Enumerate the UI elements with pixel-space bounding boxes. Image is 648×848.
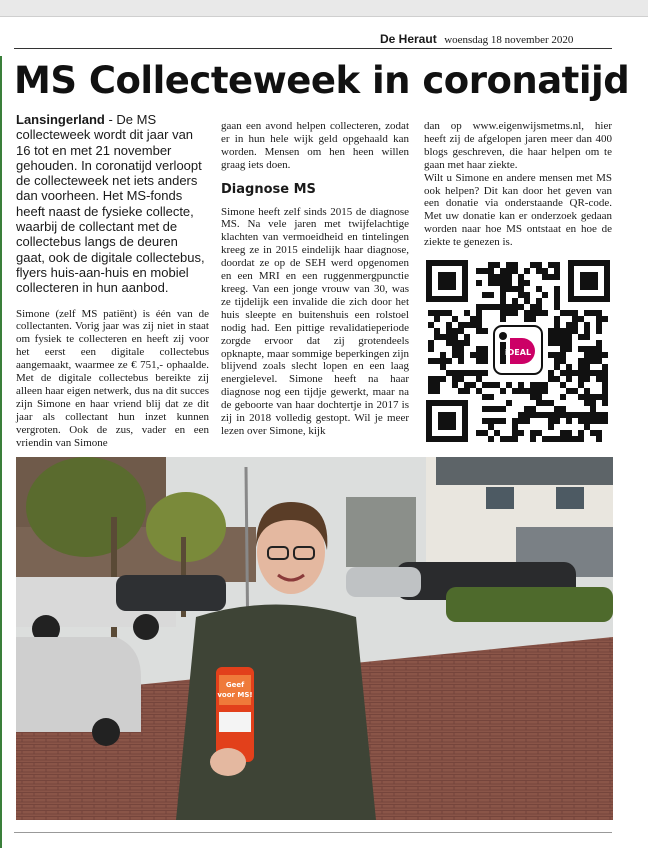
can-label-line2: voor MS! bbox=[217, 691, 253, 699]
column-2-top: gaan een avond helpen collecteren, zodat er in hun hele wijk geld opgehaald kan worden. Mensen om hen heen willen graag iets doen. bbox=[221, 120, 409, 171]
article-headline: MS Collecteweek in coronatijd bbox=[14, 59, 630, 102]
article-intro bbox=[16, 112, 209, 296]
column-3-paragraph-2: Wilt u Simone en andere mensen met MS ook helpen? Dit kan door het geven van een donatie via onderstaande QR-code. Met uw donatie kan er onderzoek gedaan worden naar hoe MS ontstaat en hoe de ziekte te genezen is. bbox=[424, 171, 612, 249]
intro-place: Lansingerland bbox=[16, 112, 105, 127]
issue-date: woensdag 18 november 2020 bbox=[444, 34, 574, 46]
photo-hedge bbox=[446, 587, 613, 622]
header-rule bbox=[14, 48, 612, 49]
column-1-body: Simone (zelf MS patiënt) is één van de collectanten. Vorig jaar was zij niet in staat om fysiek te collecteren en heeft zij voor het eerst een digitale collectebus aangemaakt, waarmee ze € 751,- ophaalde. Met de digitale collectebus bereikte zij alleen haar eigen netwerk, dus na dit succes zijn Simone en haar vriend blij dat ze dit jaar als collectant hun inzet kunnen vergroten. Ook de zus, vader en een vriendin van Simone bbox=[16, 307, 209, 449]
browser-top-strip bbox=[0, 0, 648, 16]
article-column-1 bbox=[16, 112, 209, 450]
qr-finder-top-right bbox=[568, 260, 610, 302]
can-label-line1: Geef bbox=[225, 681, 245, 689]
qr-finder-bottom-left bbox=[426, 400, 468, 442]
article-column-2 bbox=[221, 120, 409, 438]
page-header bbox=[380, 32, 573, 46]
intro-text: - De MS collecteweek wordt dit jaar van 16 tot en met 21 november gehouden. In coronatijd verloopt de collecteweek net iets anders dan voorheen. Het MS-fonds heeft naast de fysieke collecte, waarbij de collectant met de collectebus langs de deuren gaat, ook de digitale collectebus, flyers huis-aan-huis en mobiel collecteren in hun aanbod. bbox=[16, 112, 205, 296]
article-photo bbox=[16, 457, 613, 820]
footer-rule bbox=[14, 832, 612, 833]
column-2-body: Simone heeft zelf sinds 2015 de diagnose MS. Na vele jaren met twijfelachtige klachten van vermoeidheid en tintelingen kreeg ze in 2015 eindelijk haar diagnose, doordat ze op de SEH werd opgenomen en een MRI en een ruggenmergpunctie kreeg. Van een jonge vrouw van 30, was ze tijdelijk een invalide die zich door het huis sleepte en buitenshuis een rolstoel nodig had. Een pittige revalidatieperiode zorgde ervoor dat zij grotendeels opknapte, maar sommige beperkingen zijn blijvend zoals slecht lopen en een laag energielevel. Simone heeft na haar diagnose nog een tijdje gewerkt, maar na de geboorte van haar dochtertje in 2017 is zij in 2018 volledig gestopt. Wil je meer lezen over Simone, kijk bbox=[221, 205, 409, 437]
column-3-paragraph-1: dan op www.eigenwijsmetms.nl, hier heeft zij de afgelopen jaren meer dan 400 blogs geschreven, die haar helpen om te gaan met haar ziekte. bbox=[424, 120, 612, 171]
collection-can bbox=[210, 667, 254, 776]
ideal-logo-text: iDEAL bbox=[504, 348, 532, 357]
top-divider bbox=[0, 16, 648, 17]
article-column-3 bbox=[424, 120, 612, 249]
donation-qr-code[interactable] bbox=[424, 258, 612, 444]
subheading-diagnose: Diagnose MS bbox=[221, 181, 316, 197]
ideal-logo bbox=[490, 322, 546, 378]
page-edge-accent bbox=[0, 56, 2, 848]
newspaper-name: De Heraut bbox=[380, 32, 437, 46]
qr-finder-top-left bbox=[426, 260, 468, 302]
